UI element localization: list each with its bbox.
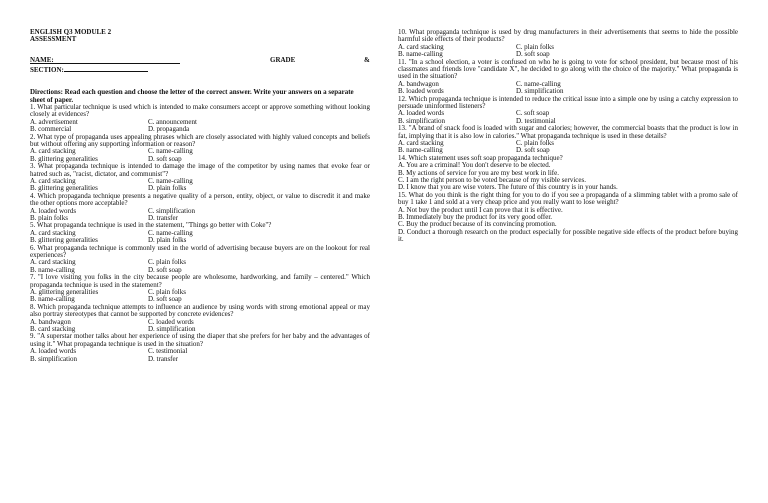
- option-c[interactable]: C. plain folks: [148, 258, 186, 267]
- option-b[interactable]: B. simplification: [30, 354, 78, 363]
- option-b[interactable]: B. My actions of service for you are my best work in life.: [398, 168, 559, 177]
- question-9: [30, 333, 370, 363]
- question-13: [398, 125, 738, 155]
- option-a[interactable]: A. card stacking: [30, 147, 76, 156]
- option-row: [398, 81, 738, 88]
- grade-label: GRADE: [270, 55, 296, 64]
- option-row: [30, 296, 370, 303]
- option-row: [30, 259, 370, 266]
- question-1: [30, 104, 370, 134]
- option-row: [398, 140, 738, 147]
- option-a[interactable]: A. card stacking: [30, 258, 76, 267]
- option-d[interactable]: D. simplification: [516, 87, 564, 96]
- option-b[interactable]: B. loaded words: [398, 87, 444, 96]
- option-c[interactable]: C. testimonial: [148, 347, 188, 356]
- question-text: 4. Which propaganda technique presents a negative quality of a person, entity, object, or value to discredit it and make the other options more acceptable?: [30, 191, 370, 208]
- option-c[interactable]: C. plain folks: [148, 288, 186, 296]
- option-list: [398, 162, 738, 192]
- option-b[interactable]: B. glittering generalities: [30, 184, 98, 193]
- option-a[interactable]: A. loaded words: [30, 347, 77, 356]
- option-a[interactable]: A. You are a criminal! You don't deserve to be elected.: [398, 161, 551, 170]
- option-row: [30, 319, 370, 326]
- option-b[interactable]: B. glittering generalities: [30, 154, 98, 163]
- option-list: [398, 207, 738, 244]
- option-a[interactable]: A. loaded words: [30, 206, 77, 215]
- option-d[interactable]: D. soft soap: [148, 265, 182, 274]
- question-5: [30, 222, 370, 244]
- option-d[interactable]: D. testimonial: [516, 116, 556, 125]
- option-b[interactable]: B. name-calling: [30, 265, 75, 274]
- option-a[interactable]: A. card stacking: [398, 42, 444, 51]
- option-c[interactable]: C. plain folks: [516, 42, 554, 51]
- option-c[interactable]: C. simplification: [148, 206, 196, 215]
- option-b[interactable]: B. glittering generalities: [30, 236, 98, 245]
- option-a[interactable]: A. card stacking: [398, 139, 444, 147]
- option-row: [30, 126, 370, 133]
- option-d[interactable]: D. propaganda: [148, 125, 190, 134]
- option-c[interactable]: C. plain folks: [516, 139, 554, 147]
- question-8: [30, 304, 370, 334]
- option-row: [30, 267, 370, 274]
- option-d[interactable]: D. soft soap: [148, 295, 182, 304]
- option-d[interactable]: D. soft soap: [148, 154, 182, 163]
- question-15: [398, 192, 738, 244]
- question-text: 13. "A brand of snack food is loaded with sugar and calories; however, the commercial boasts that the product is low in fat, implying that it is also low in calories." What propaganda technique is used in these details?: [398, 124, 738, 140]
- option-a[interactable]: A. card stacking: [30, 177, 76, 186]
- option-row: [30, 289, 370, 296]
- question-text: 1. What particular technique is used which is intended to make consumers accept or approve something without looking closely at evidences?: [30, 103, 370, 119]
- question-text: 5. What propaganda technique is used in the statement, "Things go better with Coke"?: [30, 221, 272, 230]
- question-text: 10. What propaganda technique is used by drug manufacturers in their advertisements that seems to hide the possible harmful side effects of their products?: [398, 28, 738, 44]
- question-text: 2. What type of propaganda uses appealing phrases which are closely associated with highly valued concepts and beliefs but without offering any supporting information or reason?: [30, 132, 370, 149]
- option-row: [398, 110, 738, 117]
- question-text: 12. Which propaganda technique is intended to reduce the critical issue into a simple one by using a catchy expression to persuade uninformed listeners?: [398, 94, 738, 110]
- option-a[interactable]: A. glittering generalities: [30, 288, 99, 296]
- option-c[interactable]: C. soft soap: [516, 109, 550, 118]
- directions: Directions: Read each question and choose the letter of the correct answer. Write your answers on a separate sheet of paper.: [30, 88, 354, 104]
- option-b[interactable]: B. Immediately buy the product for its very good offer.: [398, 213, 553, 222]
- option-c[interactable]: C. name-calling: [516, 79, 561, 88]
- section-field[interactable]: [30, 65, 370, 74]
- question-text: 7. "I love visiting you folks in the city because people are wholesome, hardworking, and family – centered." Which propaganda technique is used in the statement?: [30, 273, 370, 289]
- option-row: [30, 215, 370, 222]
- option-row: [30, 326, 370, 333]
- option-d[interactable]: D. plain folks: [148, 236, 187, 245]
- name-label: NAME:: [30, 55, 54, 64]
- option-b[interactable]: B. card stacking: [30, 324, 76, 333]
- option-a[interactable]: A. loaded words: [398, 109, 445, 118]
- option-a[interactable]: A. card stacking: [30, 228, 76, 237]
- option-c[interactable]: C. I am the right person to be voted because of my visible services.: [398, 176, 586, 184]
- option-b[interactable]: B. simplification: [398, 116, 446, 125]
- option-c[interactable]: C. name-calling: [148, 228, 193, 237]
- question-10: [398, 29, 738, 59]
- option-row: [30, 348, 370, 355]
- question-text: 8. Which propaganda technique attempts to influence an audience by using words with strong emotional appeal or may also portray stereotypes that cannot be supported by concrete evidences?: [30, 302, 370, 319]
- option-row: [398, 51, 738, 58]
- question-text: 6. What propaganda technique is commonly used in the world of advertising because buyers are on the lookout for real experiences?: [30, 243, 370, 259]
- option-a[interactable]: A. Not buy the product until I can prove that it is effective.: [398, 205, 563, 214]
- option-b[interactable]: B. commercial: [30, 125, 72, 134]
- question-3: [30, 163, 370, 193]
- option-row: [398, 118, 738, 125]
- option-c[interactable]: C. name-calling: [148, 177, 193, 186]
- name-grade-row: [30, 57, 370, 65]
- option-d[interactable]: D. soft soap: [516, 50, 550, 59]
- option-d[interactable]: D. Conduct a thorough research on the product especially for possible negative side effects of the product before buying it.: [398, 227, 738, 244]
- option-b[interactable]: B. name-calling: [398, 50, 443, 59]
- option-row: [30, 208, 370, 215]
- option-c[interactable]: C. name-calling: [148, 147, 193, 156]
- question-4: [30, 193, 370, 223]
- question-text: 9. "A superstar mother talks about her experience of using the diaper that she prefers for her baby and the advantages of using it." What propaganda technique is used in the situation?: [30, 332, 370, 348]
- left-question-list: [30, 104, 370, 363]
- name-blank-line: [30, 57, 180, 64]
- question-text: 15. What do you think is the right thing for you to do if you see a propaganda of a slimming tablet with a promo sale of buy 1 take 1 and sold at a very cheap price and you really want to lose weight?: [398, 190, 738, 207]
- option-b[interactable]: B. name-calling: [398, 146, 443, 155]
- section-label: SECTION:: [30, 65, 64, 74]
- option-row: [398, 147, 738, 154]
- option-a[interactable]: A. bandwagon: [30, 317, 71, 326]
- option-a[interactable]: A. advertisement: [30, 117, 78, 126]
- option-d[interactable]: D. transfer: [148, 354, 178, 363]
- option-d[interactable]: D. soft soap: [516, 146, 550, 155]
- option-d[interactable]: D. I know that you are wise voters. The future of this country is in your hands.: [398, 183, 618, 192]
- option-b[interactable]: B. name-calling: [30, 295, 75, 304]
- option-c[interactable]: C. announcement: [148, 117, 197, 126]
- option-row: [30, 356, 370, 363]
- question-2: [30, 134, 370, 164]
- option-c[interactable]: C. Buy the product because of its convincing promotion.: [398, 220, 557, 229]
- question-text: 3. What propaganda technique is intended to damage the image of the competitor by using names that evoke fear or hatred such as, "racist, dictator, and communist"?: [30, 162, 370, 178]
- assessment-heading: ASSESSMENT: [30, 35, 77, 44]
- option-row: [30, 185, 370, 192]
- question-7: [30, 274, 370, 304]
- question-14: [398, 155, 738, 192]
- question-12: [398, 96, 738, 126]
- question-11: [398, 59, 738, 96]
- section-blank-line: [64, 65, 148, 72]
- option-d[interactable]: D. simplification: [148, 324, 196, 333]
- right-question-list: [398, 29, 738, 155]
- module-title: ENGLISH Q3 MODULE 2: [30, 28, 112, 36]
- option-row: [30, 156, 370, 163]
- question-text: 14. Which statement uses soft soap propaganda technique?: [398, 153, 563, 162]
- option-row: [398, 44, 738, 51]
- option-row: [30, 119, 370, 126]
- option-b[interactable]: B. plain folks: [30, 214, 68, 223]
- ampersand: &: [364, 55, 370, 64]
- option-row: [398, 88, 738, 95]
- right-column: [398, 29, 738, 244]
- left-column: [30, 29, 370, 363]
- option-d[interactable]: D. plain folks: [148, 184, 187, 193]
- question-6: [30, 245, 370, 275]
- option-row: [30, 237, 370, 244]
- option-c[interactable]: C. loaded words: [148, 317, 194, 326]
- option-d[interactable]: D. transfer: [148, 214, 178, 223]
- option-a[interactable]: A. bandwagon: [398, 79, 439, 88]
- question-text: 11. "In a school election, a voter is confused on who he is going to vote for school president, but because most of his classmates and friends love "candidate X", he decided to go along with the choice of the majority." What propaganda is used in the situation?: [398, 57, 738, 81]
